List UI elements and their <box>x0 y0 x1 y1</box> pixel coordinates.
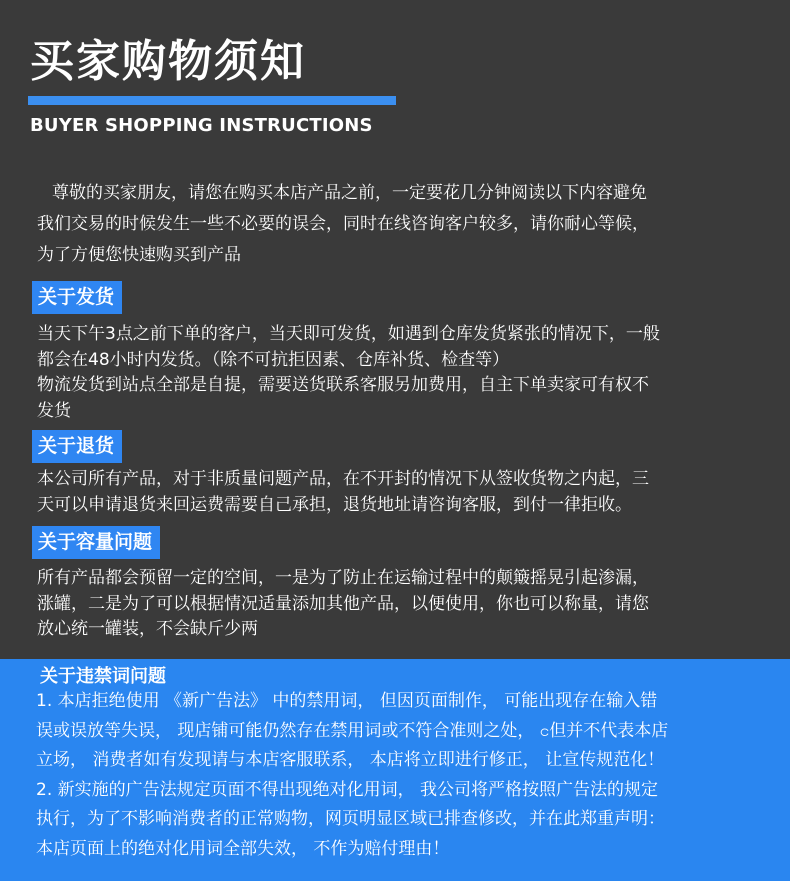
section-body-returns <box>37 467 767 518</box>
section-line: 涨罐，二是为了可以根据情况适量添加其他产品，以便使用，你也可以称量，请您 <box>37 593 649 614</box>
header <box>0 0 790 160</box>
notice-line: 立场， 消费者如有发现请与本店客服联系， 本店将立即进行修正， 让宣传规范化！ <box>36 750 665 770</box>
section-line: 天可以申请退货来回运费需要自己承担，退货地址请咨询客服，到付一律拒收。 <box>37 494 632 515</box>
notice-line: 1. 本店拒绝使用 《新广告法》 中的禁用词， 但因页面制作， 可能出现存在输入错 <box>36 691 658 711</box>
intro-line: 尊敬的买家朋友，请您在购买本店产品之前，一定要花几分钟阅读以下内容避免 <box>52 183 647 203</box>
notice-body <box>36 687 776 864</box>
section-heading-shipping: 关于发货 <box>32 281 122 314</box>
page-title: 买家购物须知 <box>30 36 306 87</box>
section-line: 当天下午3点之前下单的客户，当天即可发货，如遇到仓库发货紧张的情况下，一般 <box>37 324 660 344</box>
prohibited-words-notice <box>0 659 790 881</box>
section-body-shipping <box>37 322 767 424</box>
title-underline <box>28 96 396 105</box>
section-heading-returns: 关于退货 <box>32 430 122 463</box>
section-heading-capacity: 关于容量问题 <box>32 526 160 559</box>
intro-paragraph <box>37 178 767 271</box>
notice-line: 本店页面上的绝对化用词全部失效， 不作为赔付理由！ <box>36 838 450 859</box>
page-subtitle: BUYER SHOPPING INSTRUCTIONS <box>30 115 373 136</box>
notice-line: 误或误放等失误， 现店铺可能仍然存在禁用词或不符合准则之处， င但并不代表本店 <box>36 720 669 741</box>
section-line: 放心统一罐装，不会缺斤少两 <box>37 619 258 639</box>
intro-line: 为了方便您快速购买到产品 <box>37 245 241 265</box>
intro-line: 我们交易的时候发生一些不必要的误会，同时在线咨询客户较多，请你耐心等候， <box>37 214 649 234</box>
section-line: 物流发货到站点全部是自提，需要送货联系客服另加费用，自主下单卖家可有权不 <box>37 375 649 395</box>
section-line: 发货 <box>37 400 71 421</box>
notice-line: 2. 新实施的广告法规定页面不得出现绝对化用词， 我公司将严格按照广告法的规定 <box>36 779 659 800</box>
section-body-capacity <box>37 566 767 643</box>
notice-line: 执行，为了不影响消费者的正常购物，网页明显区域已排查修改，并在此郑重声明： <box>36 809 665 829</box>
section-line: 本公司所有产品，对于非质量问题产品，在不开封的情况下从签收货物之内起，三 <box>37 469 649 489</box>
notice-title: 关于违禁词问题 <box>40 666 166 687</box>
section-line: 所有产品都会预留一定的空间，一是为了防止在运输过程中的颠簸摇晃引起渗漏， <box>37 568 649 588</box>
section-line: 都会在48小时内发货。（除不可抗拒因素、仓库补货、检查等） <box>37 349 510 370</box>
